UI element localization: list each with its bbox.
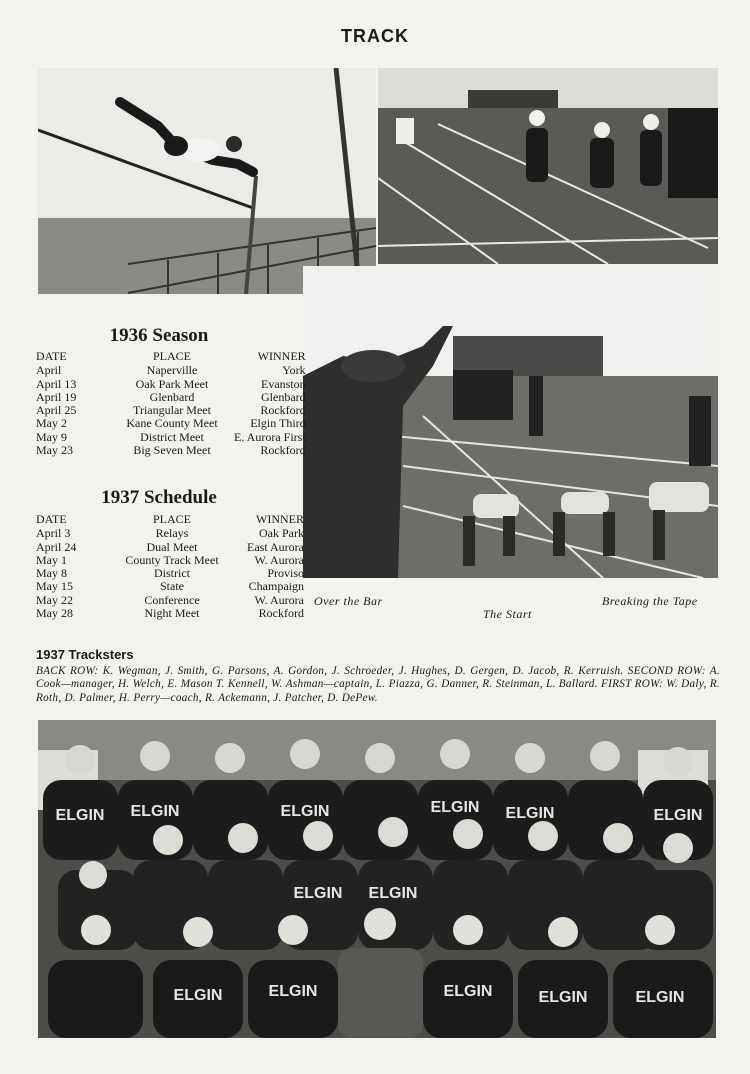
table-row bbox=[36, 431, 306, 444]
table-row bbox=[36, 567, 304, 580]
schedule-1937-header-row bbox=[36, 513, 304, 527]
sweater-letters: ELGIN bbox=[635, 989, 685, 1006]
row-place: Relays bbox=[155, 526, 189, 541]
row-winner: Champaign bbox=[248, 579, 304, 594]
row-winner: W. Aurora bbox=[254, 592, 304, 607]
sweater-letters: ELGIN bbox=[653, 807, 703, 824]
row-place: District bbox=[154, 566, 190, 581]
sweater-letters: ELGIN bbox=[130, 803, 180, 820]
finish-line-photo bbox=[378, 68, 718, 264]
row-date: April 19 bbox=[36, 389, 77, 404]
row-winner: Rockford bbox=[258, 606, 304, 621]
sweater-letters: ELGIN bbox=[293, 885, 343, 902]
row-winner: Rockford bbox=[260, 443, 306, 458]
table-row bbox=[36, 594, 304, 607]
row-date: April 25 bbox=[36, 403, 77, 418]
row-winner: Glenbard bbox=[261, 389, 306, 404]
row-place: Oak Park Meet bbox=[135, 376, 209, 391]
tracksters-title: 1937 Tracksters bbox=[36, 647, 134, 662]
table-row bbox=[36, 391, 306, 404]
row-winner: Evanston bbox=[261, 376, 306, 391]
row-place: Triangular Meet bbox=[133, 403, 211, 418]
sweater-letters: ELGIN bbox=[173, 987, 223, 1004]
row-place: District Meet bbox=[140, 429, 204, 444]
team-photo bbox=[38, 720, 716, 1038]
row-date: May 1 bbox=[36, 552, 67, 567]
header-date: DATE bbox=[36, 349, 67, 363]
row-date: April 13 bbox=[36, 376, 77, 391]
table-row bbox=[36, 580, 304, 593]
sweater-letters: ELGIN bbox=[505, 805, 555, 822]
sweater-letters: ELGIN bbox=[430, 799, 480, 816]
row-winner: York bbox=[282, 363, 306, 378]
sweater-letters: ELGIN bbox=[268, 983, 318, 1000]
row-place: Big Seven Meet bbox=[133, 443, 211, 458]
row-place: Naperville bbox=[146, 363, 198, 378]
row-place: County Track Meet bbox=[125, 552, 219, 567]
sweater-letters: ELGIN bbox=[55, 807, 105, 824]
row-date: May 15 bbox=[36, 579, 73, 594]
row-winner: Elgin Third bbox=[250, 416, 306, 431]
caption-the-start: The Start bbox=[483, 607, 532, 621]
row-place: Kane County Meet bbox=[126, 416, 218, 431]
row-date: May 22 bbox=[36, 592, 73, 607]
table-row bbox=[36, 607, 304, 620]
table-row bbox=[36, 444, 306, 457]
row-date: May 28 bbox=[36, 606, 73, 621]
header-winner: WINNER bbox=[257, 349, 306, 363]
season-1936-table bbox=[36, 350, 306, 457]
header-date: DATE bbox=[36, 512, 67, 526]
row-date: May 2 bbox=[36, 416, 67, 431]
schedule-1937-title: 1937 Schedule bbox=[101, 487, 217, 508]
caption-over-the-bar: Over the Bar bbox=[314, 594, 383, 608]
page-title: TRACK bbox=[341, 26, 409, 46]
table-row bbox=[36, 404, 306, 417]
sweater-letters: ELGIN bbox=[538, 989, 588, 1006]
row-winner: Proviso bbox=[267, 566, 304, 581]
row-date: May 23 bbox=[36, 443, 73, 458]
row-winner: Oak Park bbox=[259, 526, 304, 541]
season-1936-header-row bbox=[36, 350, 306, 364]
row-place: Conference bbox=[144, 592, 200, 607]
schedule-1937-table bbox=[36, 513, 304, 620]
caption-breaking-the-tape: Breaking the Tape bbox=[602, 594, 698, 608]
table-row bbox=[36, 378, 306, 391]
row-winner: East Aurora bbox=[247, 539, 304, 554]
row-date: May 8 bbox=[36, 566, 67, 581]
header-winner: WINNER bbox=[256, 512, 304, 526]
header-place: PLACE bbox=[152, 349, 191, 363]
row-place: Night Meet bbox=[144, 606, 200, 621]
sweater-letters: ELGIN bbox=[368, 885, 418, 902]
row-date: May 9 bbox=[36, 429, 67, 444]
sweater-letters: ELGIN bbox=[443, 983, 493, 1000]
row-place: Glenbard bbox=[149, 389, 195, 404]
row-winner: E. Aurora First bbox=[234, 429, 306, 444]
row-date: April 24 bbox=[36, 539, 77, 554]
table-row bbox=[36, 541, 304, 554]
pole-vault-photo bbox=[38, 68, 376, 294]
tracksters-roster: BACK ROW: K. Wegman, J. Smith, G. Parsons, A. Gordon, J. Schroeder, J. Hughes, D. Gergen, D. Jacob, R. Kerruish. SECOND ROW: A. Cook—manager, H. Welch, E. Mason T. Kennell, W. Ashman—captain, L. Piazza, G. Danner, R. Steinman, L. Ballard. FIRST ROW: W. Daly, R. Roth, D. Palmer, H. Perry—coach, R. Ackemann, J. Patcher, D. DePew. bbox=[36, 665, 720, 704]
race-start-photo bbox=[303, 266, 718, 578]
row-place: Dual Meet bbox=[146, 539, 198, 554]
row-winner: Rockford bbox=[260, 403, 306, 418]
table-row bbox=[36, 364, 306, 377]
sweater-letters: ELGIN bbox=[280, 803, 330, 820]
row-date: April 3 bbox=[36, 526, 71, 541]
table-row bbox=[36, 527, 304, 540]
row-winner: W. Aurora bbox=[254, 552, 304, 567]
season-1936-title: 1936 Season bbox=[109, 325, 209, 346]
row-date: April bbox=[36, 363, 62, 378]
table-row bbox=[36, 417, 306, 430]
header-place: PLACE bbox=[152, 512, 191, 526]
table-row bbox=[36, 554, 304, 567]
row-place: State bbox=[160, 579, 184, 594]
